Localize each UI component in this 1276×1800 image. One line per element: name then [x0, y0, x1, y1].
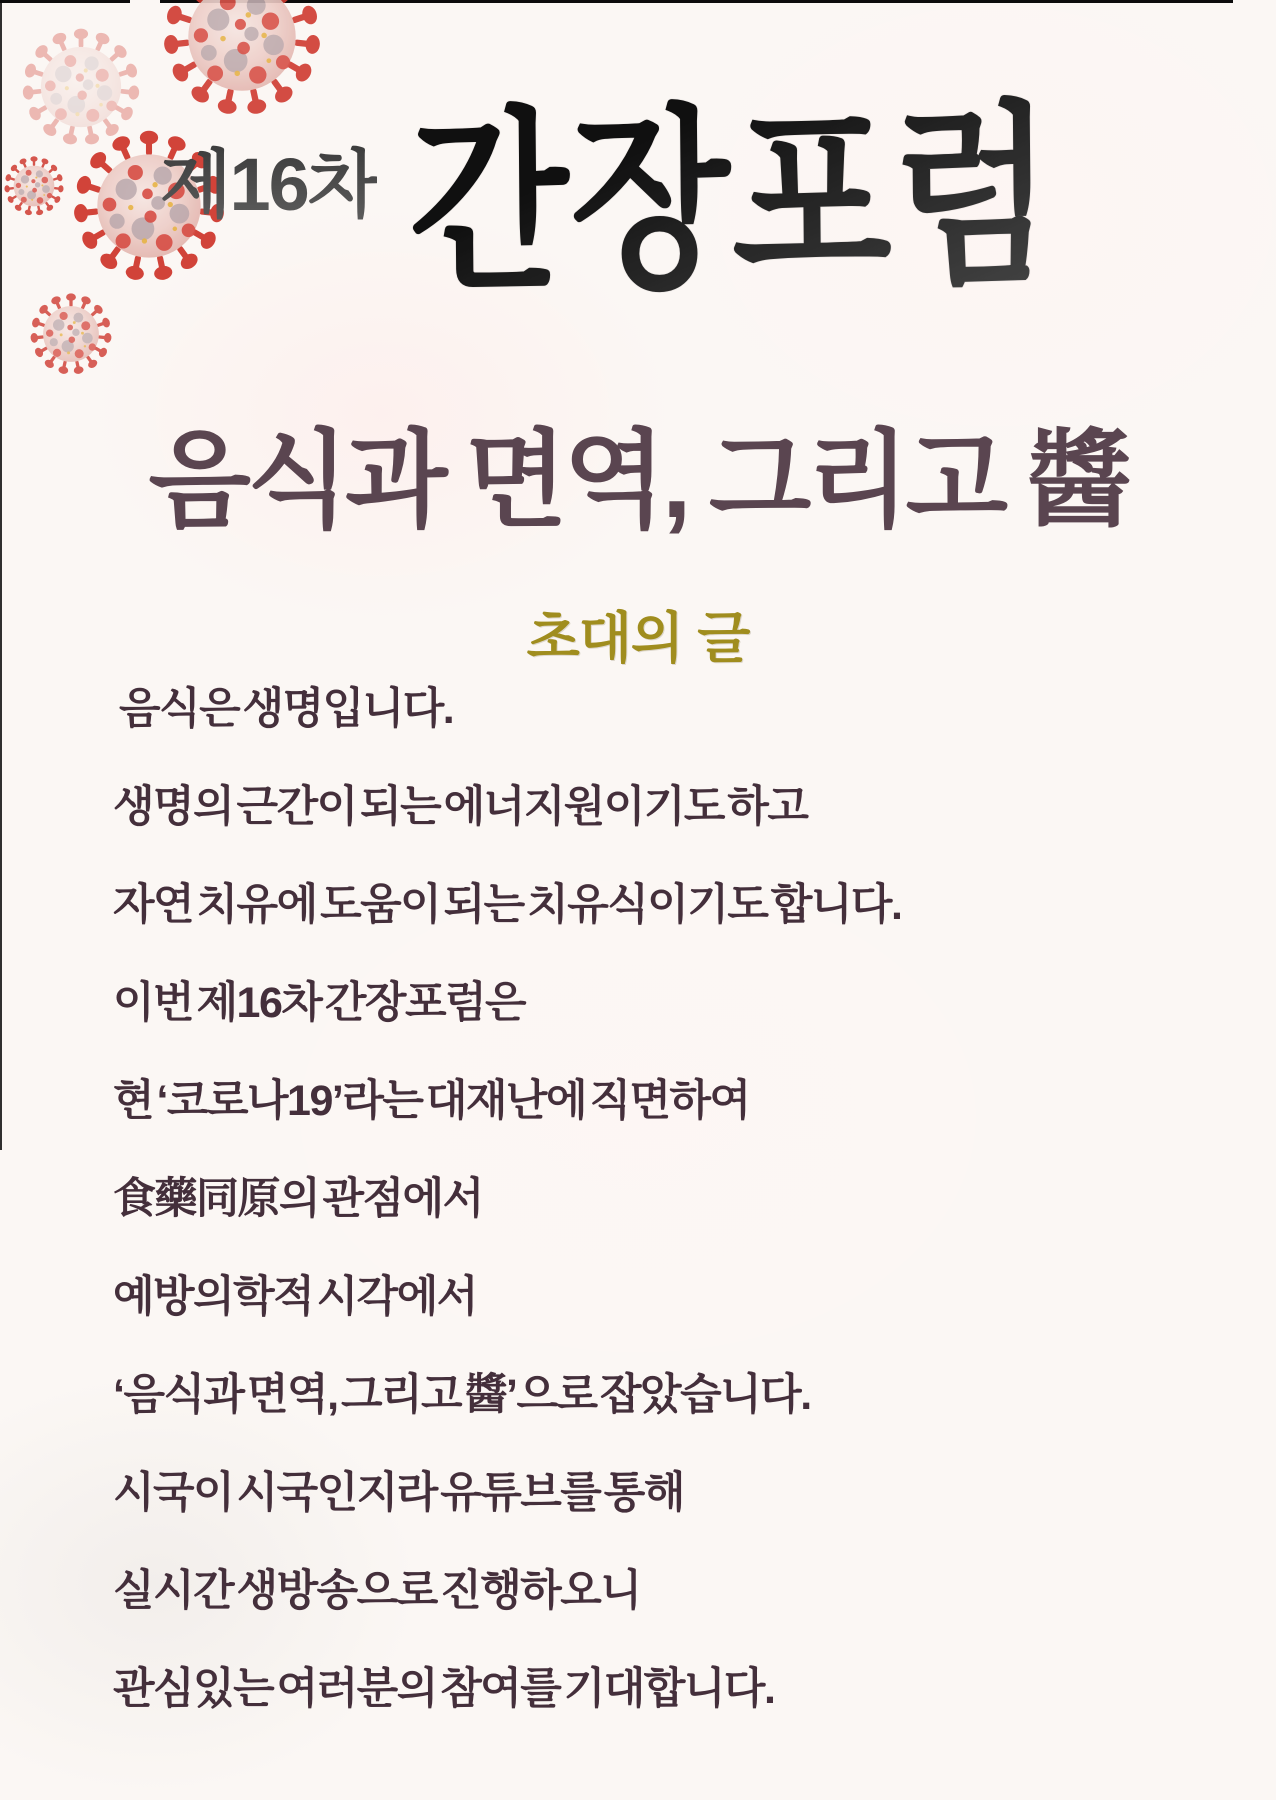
forum-title-calligraphy: 간장포럼 [408, 69, 1110, 331]
invitation-paragraph: 실시간 생방송으로 진행하오니 [113, 1567, 641, 1615]
coronavirus-icon [22, 28, 140, 146]
left-border-line [0, 0, 2, 1150]
invitation-paragraph: 관심있는 여러분의 참여를 기대합니다. [113, 1665, 775, 1713]
invitation-body [113, 685, 1213, 1766]
invitation-paragraph: 食藥同原의 관점에서 [113, 1175, 483, 1223]
invitation-paragraph: 음식은 생명입니다. [119, 685, 454, 733]
session-label: 제16차 [160, 126, 377, 232]
invitation-paragraph: 이번 제16차 간장포럼은 [113, 979, 526, 1027]
main-title: 음식과 면역, 그리고 醬 [148, 422, 1128, 540]
invitation-paragraph: 현 ‘코로나19’라는 대재난에 직면하여 [113, 1077, 750, 1125]
coronavirus-icon [30, 293, 112, 375]
invitation-paragraph: 생명의 근간이 되는 에너지원이기도 하고 [113, 783, 808, 831]
invite-heading: 초대의 글 [526, 607, 750, 669]
invitation-paragraph: 자연 치유에 도움이 되는 치유식이기도 합니다. [113, 881, 902, 929]
coronavirus-icon [4, 156, 64, 216]
invitation-paragraph: ‘음식과 면역, 그리고 醬’으로 잡았습니다. [113, 1371, 811, 1419]
top-border-line [0, 0, 130, 3]
invitation-paragraph: 예방의학적 시각에서 [113, 1273, 477, 1321]
coronavirus-icon [163, 0, 321, 116]
invitation-paragraph: 시국이 시국인지라 유튜브를 통해 [113, 1469, 684, 1517]
